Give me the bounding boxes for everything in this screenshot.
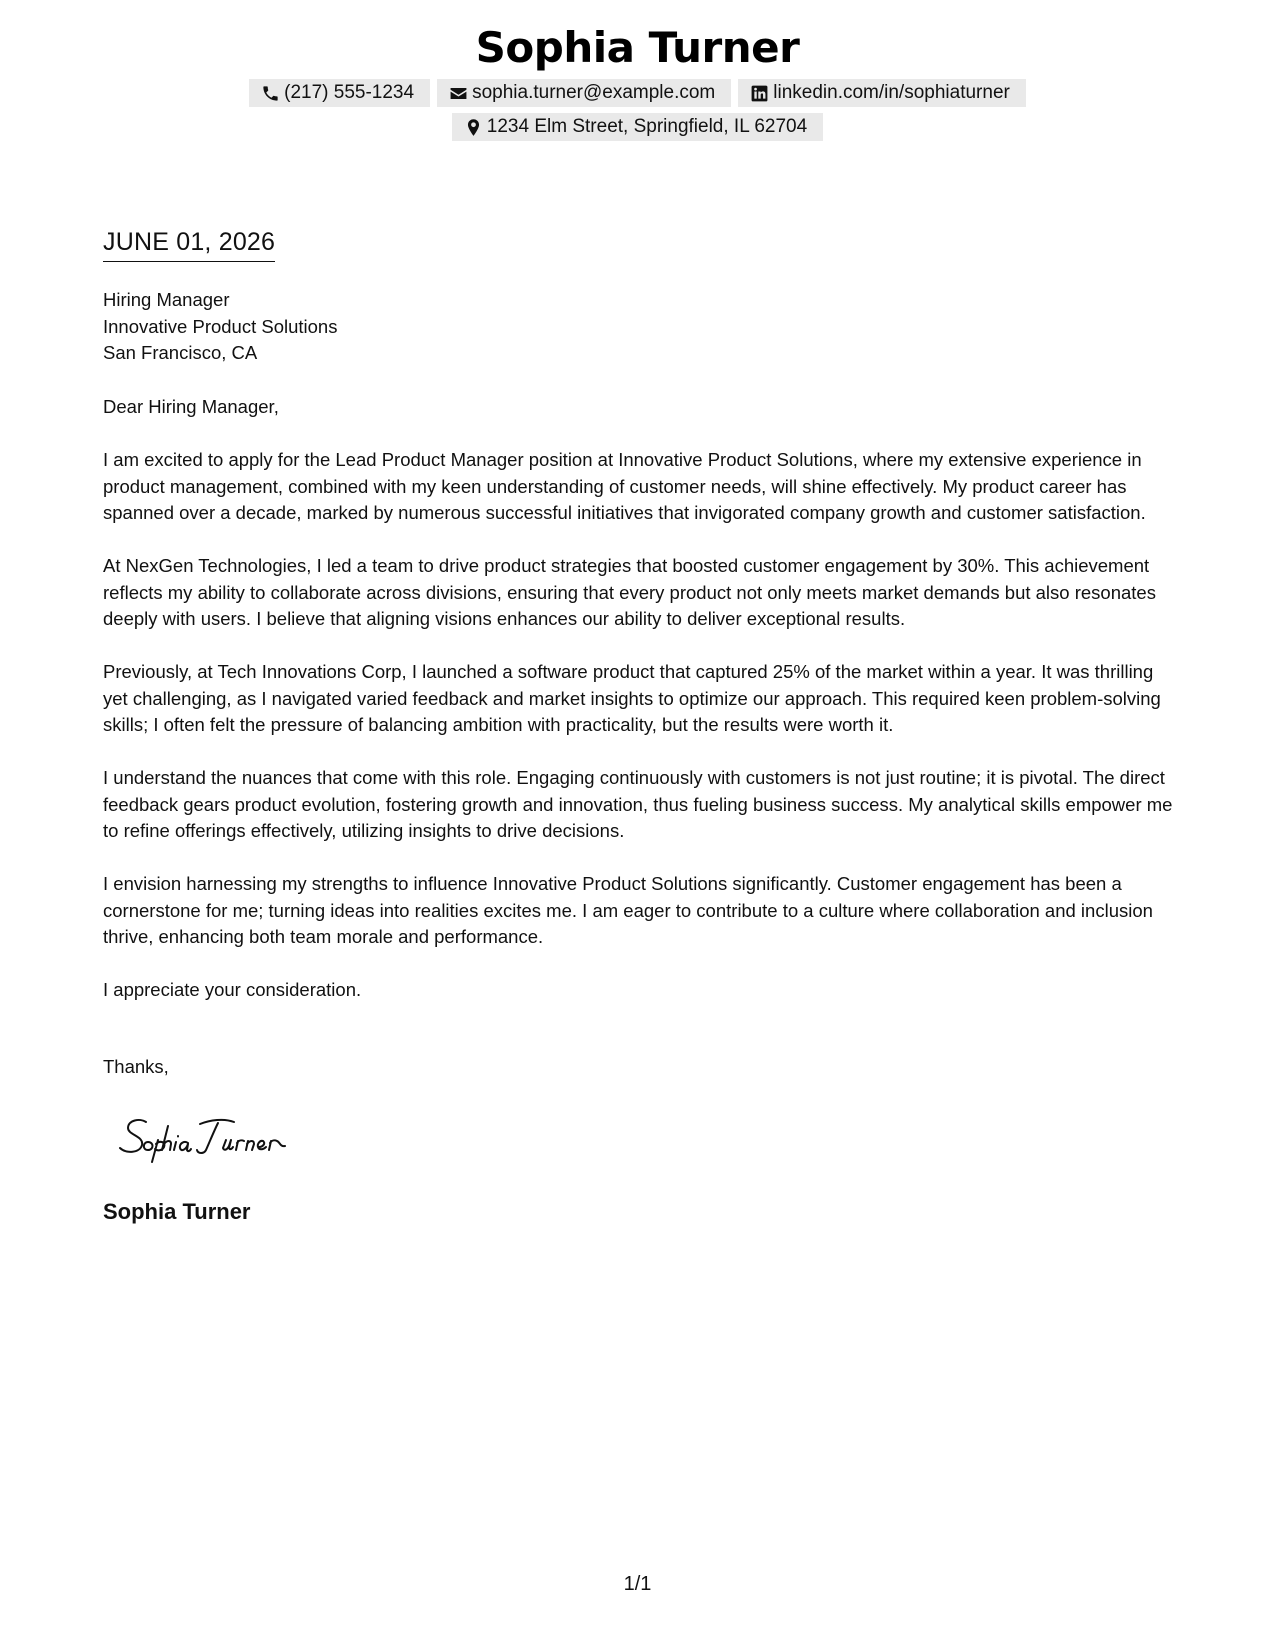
letter-date: JUNE 01, 2026	[103, 228, 275, 262]
signer-name: Sophia Turner	[103, 1199, 251, 1224]
phone-icon	[261, 84, 280, 103]
linkedin-icon	[750, 84, 769, 103]
paragraph: I envision harnessing my strengths to influence Innovative Product Solutions significantly. Customer engagement has been a cornerstone for me; turning ideas into realities excites me. I am eager to contribute to a culture where collaboration and inclusion thrive, enhancing both team morale and performance.	[103, 873, 1153, 947]
paragraph: I understand the nuances that come with this role. Engaging continuously with customers is not just routine; it is pivotal. The direct feedback gears product evolution, fostering growth and innovation, thus fueling business success. My analytical skills empower me to refine offerings effectively, utilizing insights to drive decisions.	[103, 767, 1173, 841]
linkedin-text: linkedin.com/in/sophiaturner	[773, 82, 1010, 103]
address-row	[0, 113, 1275, 141]
letter-body	[103, 394, 1183, 1030]
email-text: sophia.turner@example.com	[472, 82, 716, 103]
closing: Thanks,	[103, 1056, 169, 1077]
phone-text: (217) 555-1234	[284, 82, 415, 103]
applicant-name: Sophia Turner	[475, 23, 800, 72]
linkedin-chip	[738, 79, 1026, 107]
recipient-block	[103, 287, 337, 367]
address-chip	[452, 113, 823, 141]
page-number: 1/1	[623, 1573, 652, 1595]
letter-header	[0, 22, 1275, 141]
recipient-title: Hiring Manager	[103, 289, 230, 310]
phone-chip	[249, 79, 430, 107]
signature-image	[118, 1112, 338, 1169]
recipient-company: Innovative Product Solutions	[103, 315, 338, 337]
paragraph: I appreciate your consideration.	[103, 979, 362, 1000]
paragraph: At NexGen Technologies, I led a team to drive product strategies that boosted customer engagement by 30%. This achievement reflects my ability to collaborate across divisions, ensuring that every product not only meets market demands but also resonates deeply with users. I believe that aligning visions enhances our ability to deliver exceptional results.	[103, 555, 1156, 629]
salutation: Dear Hiring Manager,	[103, 396, 279, 417]
paragraph: Previously, at Tech Innovations Corp, I launched a software product that captured 25% of the market within a year. It was thrilling yet challenging, as I navigated varied feedback and market insights to optimize our approach. This required keen problem-solving skills; I often felt the pressure of balancing ambition with practicality, but the results were worth it.	[103, 661, 1161, 735]
map-marker-icon	[464, 118, 483, 137]
paragraph: I am excited to apply for the Lead Product Manager position at Innovative Product Solutions, where my extensive experience in product management, combined with my keen understanding of customer needs, will shine effectively. My product career has spanned over a decade, marked by numerous successful initiatives that invigorated company growth and customer satisfaction.	[103, 449, 1146, 523]
contact-row	[0, 79, 1275, 107]
address-text: 1234 Elm Street, Springfield, IL 62704	[486, 116, 808, 137]
recipient-location: San Francisco, CA	[103, 342, 258, 363]
envelope-icon	[449, 84, 468, 103]
email-chip	[437, 79, 731, 107]
